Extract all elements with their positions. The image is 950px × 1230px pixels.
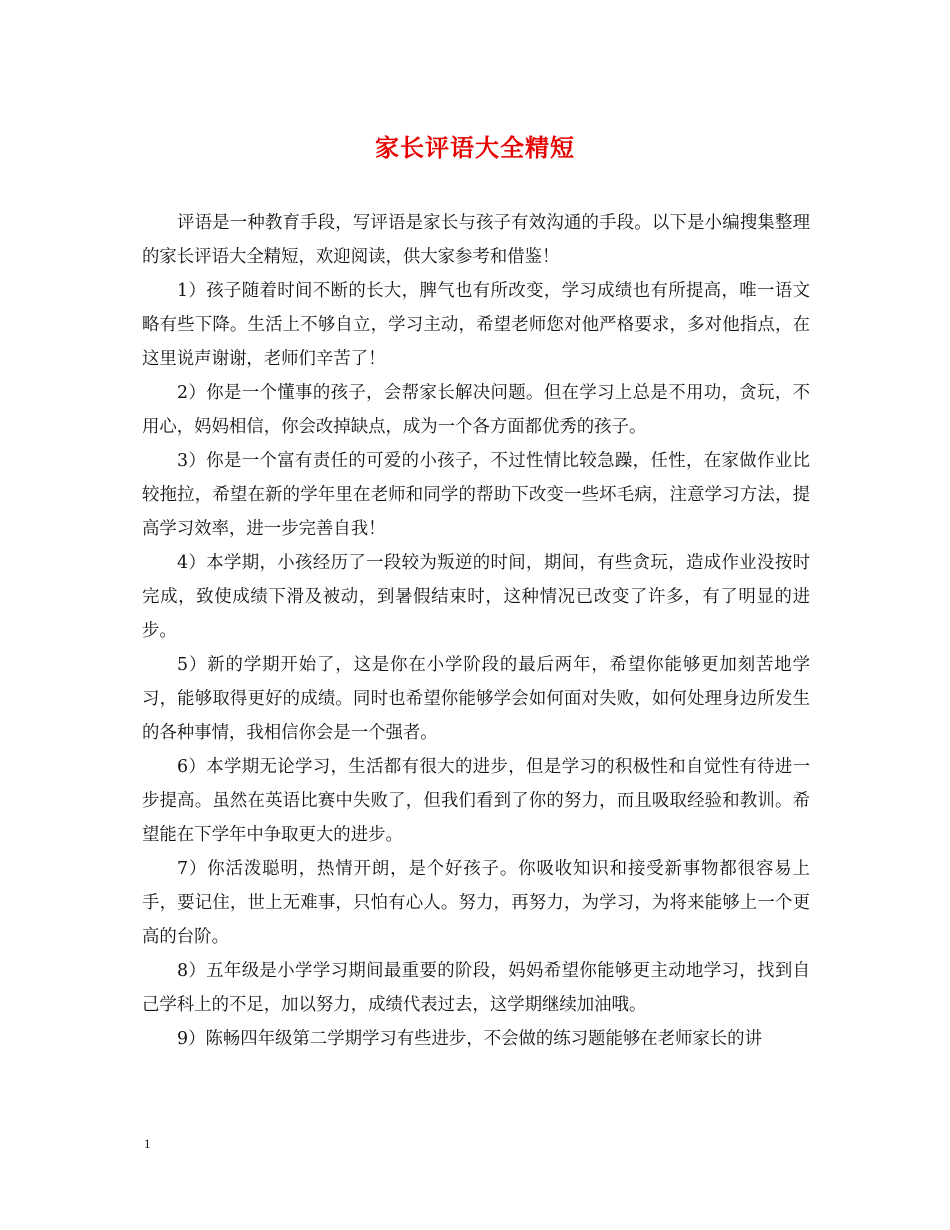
comment-paragraph-2: 2）你是一个懂事的孩子，会帮家长解决问题。但在学习上总是不用功，贪玩，不用心，妈妈相信，你会改掉缺点，成为一个各方面都优秀的孩子。 — [142, 383, 810, 437]
document-body — [142, 206, 810, 1056]
comment-paragraph-1: 1）孩子随着时间不断的长大，脾气也有所改变，学习成绩也有所提高，唯一语文略有些下降。生活上不够自立，学习主动，希望老师您对他严格要求，多对他指点，在这里说声谢谢，老师们辛苦了！ — [142, 281, 810, 369]
comment-paragraph-8: 8）五年级是小学学习期间最重要的阶段，妈妈希望你能够更主动地学习，找到自己学科上的不足，加以努力，成绩代表过去，这学期继续加油哦。 — [142, 961, 810, 1015]
comment-paragraph-5: 5）新的学期开始了，这是你在小学阶段的最后两年，希望你能够更加刻苦地学习，能够取得更好的成绩。同时也希望你能够学会如何面对失败，如何处理身边所发生的各种事情，我相信你会是一个强者。 — [142, 655, 810, 743]
intro-paragraph: 评语是一种教育手段，写评语是家长与孩子有效沟通的手段。以下是小编搜集整理的家长评语大全精短，欢迎阅读，供大家参考和借鉴！ — [142, 213, 810, 267]
comment-paragraph-3: 3）你是一个富有责任的可爱的小孩子，不过性情比较急躁，任性，在家做作业比较拖拉，希望在新的学年里在老师和同学的帮助下改变一些坏毛病，注意学习方法，提高学习效率，进一步完善自我！ — [142, 451, 810, 539]
comment-paragraph-7: 7）你活泼聪明，热情开朗，是个好孩子。你吸收知识和接受新事物都很容易上手，要记住，世上无难事，只怕有心人。努力，再努力，为学习，为将来能够上一个更高的台阶。 — [142, 859, 810, 947]
page-number: 1 — [144, 1136, 151, 1151]
page-title: 家长评语大全精短 — [375, 133, 575, 162]
comment-paragraph-4: 4）本学期，小孩经历了一段较为叛逆的时间，期间，有些贪玩，造成作业没按时完成，致使成绩下滑及被动，到暑假结束时，这种情况已改变了许多，有了明显的进步。 — [142, 553, 810, 641]
comment-paragraph-9: 9）陈畅四年级第二学期学习有些进步，不会做的练习题能够在老师家长的讲 — [177, 1029, 762, 1049]
comment-paragraph-6: 6）本学期无论学习，生活都有很大的进步，但是学习的积极性和自觉性有待进一步提高。虽然在英语比赛中失败了，但我们看到了你的努力，而且吸取经验和教训。希望能在下学年中争取更大的进步。 — [142, 757, 810, 845]
